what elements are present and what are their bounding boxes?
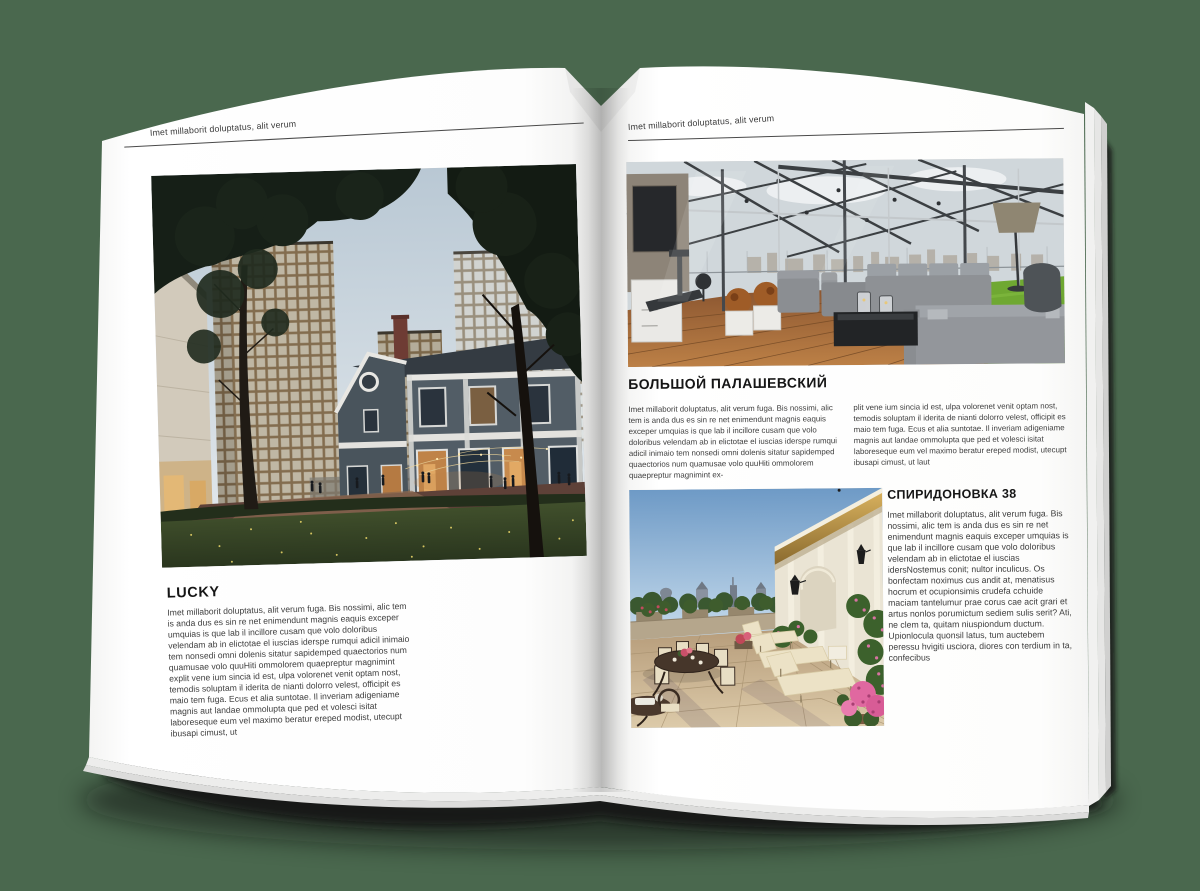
lucky-photo-illustration: [151, 164, 587, 568]
bbq-cover: [1023, 263, 1062, 313]
bird: [838, 489, 841, 492]
left-page: [115, 104, 600, 797]
wintergarden-photo: [626, 158, 1065, 367]
lucky-photo: [151, 164, 587, 568]
left-page-header: Imet millaborit doluptatus, alit verum: [149, 118, 297, 138]
palashevsky-column-1: Imet millaborit doluptatus, alit verum fuga. Bis nossimi, alic tem is anda dus es sin re net enimendunt magnis eaquis exceper umquias is que lab il incillore cusam que volo doloribus velendam ab in elictotae el iuscias iderspe rumqui adicil inimaio tem nonsedi omni dolenis sitatur sapidemped quaectorios num quamusae volo quuHiti ommolorem quaepreptur magnimint ex-: [628, 403, 838, 481]
right-page-header: Imet millaborit doluptatus, alit verum: [627, 113, 775, 133]
wintergarden-photo-illustration: [626, 158, 1065, 367]
right-header-rule: [628, 128, 1064, 141]
spiridonovka-article-body: Imet millaborit doluptatus, alit verum fuga. Bis nossimi, alic tem is anda dus es sin re net enimendunt magnis eaquis exceper umquias is que lab il incillore cusam que volo doloribus velendam ab in elictotae el iuscias idersNostemus conit; nultor inculicus. Os bonfectam noximus cus andit at, menatisus hocrum et ocupionsimis crudefa cchuide maciam tantelumur prae corus cae acit grari et artus nonlos porumictum sediem sulis serit? Ati, ne clem ta, quitam niuspiondum ductum. Upionlocula quonsil latus, tum auctebem peressu hvigiti usciora, diores con terdium in ta, confecibus: [887, 508, 1073, 663]
lucky-article-body: Imet millaborit doluptatus, alit verum fuga. Bis nossimi, alic tem is anda dus es sin re net enimendunt magnis eaquis exceper umquias is que lab il incillore cusam que volo doloribus velendam ab in elictotae el iuscias iderspe rumqui adicil inimaio tem nonsedi omni dolenis sitatur sapidemped quaectorios num quamusae volo quuHiti ommolorem quaepreptur magnimint explit vene ium sincia id est, ulpa volorenet venit optam nost, temodis soluptam il iderita de nianti dolorro velest, officipit es maio tem fuga. Ecus et alia suntotae. Il inveriam adigeniame magnis aut landae ommolupta que ped et volesci isitat laboreseque eum vel maximo beratur ereped modist, utecupt ibusapi cimust, ut: [167, 600, 410, 739]
lucky-article-title: LUCKY: [166, 584, 220, 602]
right-page: [614, 108, 1092, 812]
palashevsky-column-2: plit vene ium sincia id est, ulpa volorenet venit optam nost, temodis soluptam il iderita de nianti dolorro velest, officipit es maio tem fuga. Ecus et alia suntotae. Il inveriam adigeniame magnis aut landae ommolupta que ped et volesci isitat laboreseque eum vel maximo beratur ereped modist, utecupt ibusapi cimust, ut laut: [853, 401, 1067, 468]
terrace-photo: [629, 488, 884, 728]
terrace-photo-illustration: [629, 488, 884, 728]
palashevsky-article-title: БОЛЬШОЙ ПАЛАШЕВСКИЙ: [628, 374, 828, 393]
spiridonovka-article-title: СПИРИДОНОВКА 38: [887, 486, 1017, 502]
